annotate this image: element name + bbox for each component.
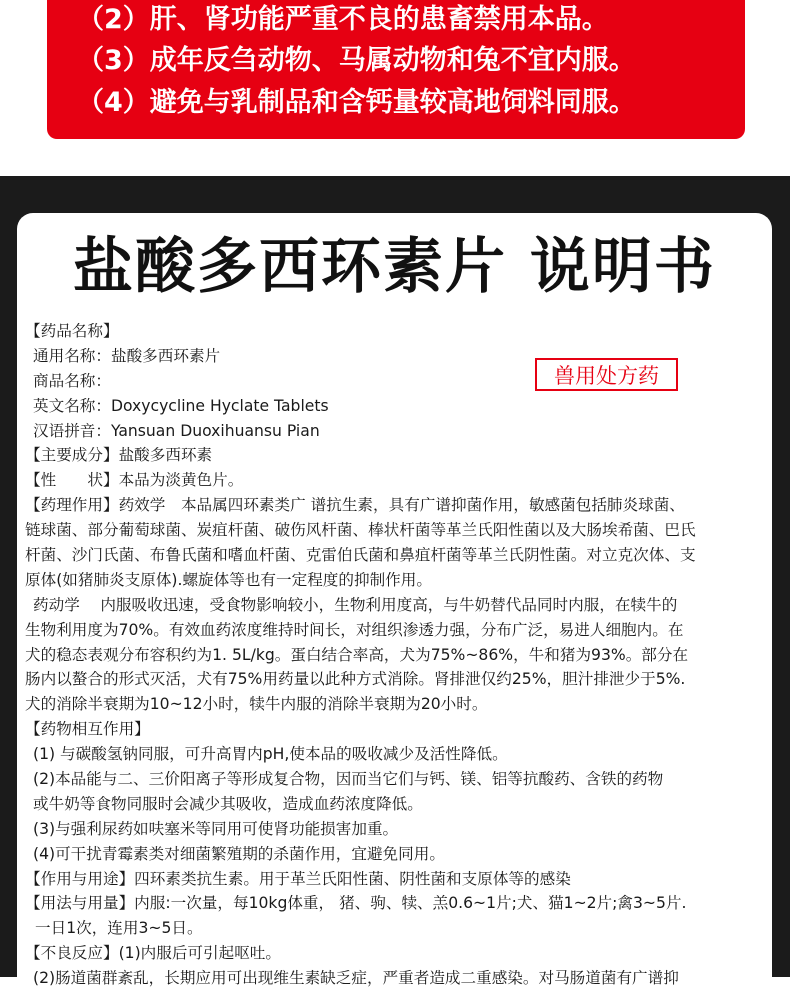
text-line: 肠内以螯合的形式灭活，犬有75%用药量以此种方式消除。肾排泄仅约25%，胆汁排泄少于5%.	[25, 670, 686, 689]
text-line: (2)本品能与二、三价阳离子等形成复合物，因而当它们与钙、镁、铝等抗酸药、含铁的药物	[33, 770, 664, 789]
text-line: 犬的消除半衰期为10~12小时，犊牛内服的消除半衰期为20小时。	[25, 695, 488, 714]
text-line: 生物利用度为70%。有效血药浓度维持时间长，对组织渗透力强，分布广泛，易进人细胞内。在	[25, 620, 684, 639]
warning-line: （4）避免与乳制品和含钙量较高地饲料同服。	[77, 87, 636, 118]
document-title: 盐酸多西环素片 说明书	[73, 232, 716, 302]
text-line: 杆菌、沙门氏菌、布鲁氏菌和嗜血杆菌、克雷伯氏菌和鼻疽杆菌等革兰氏阴性菌。对立克次体、支	[25, 546, 696, 565]
text-line: 【主要成分】盐酸多西环素	[25, 446, 213, 465]
text-line: 【用法与用量】内服:一次量，每10kg体重， 猪、驹、犊、羔0.6~1片;犬、猫1~2片;禽3~5片.	[25, 894, 687, 913]
section-heading: 【药物相互作用】	[25, 720, 150, 739]
text-line: 英文名称：Doxycycline Hyclate Tablets	[33, 396, 329, 415]
text-line: (3)与强利尿药如呋塞米等同用可使肾功能损害加重。	[33, 819, 399, 838]
text-line: (2)肠道菌群紊乱，长期应用可出现维生素缺乏症，严重者造成二重感染。对马肠道菌有广谱抑	[33, 969, 679, 988]
text-line: 【性 状】本品为淡黄色片。	[25, 471, 244, 490]
text-line: 【作用与用途】四环素类抗生素。用于革兰氏阳性菌、阴性菌和支原体等的感染	[25, 869, 571, 888]
section-heading: 【药品名称】	[25, 322, 119, 340]
top-warning-section	[0, 0, 790, 176]
warning-box	[47, 0, 745, 139]
text-line: 【不良反应】(1)内服后可引起呕吐。	[25, 944, 281, 963]
warning-line: （2）肝、肾功能严重不良的患畜禁用本品。	[77, 4, 609, 35]
text-line: 原体(如猪肺炎支原体).螺旋体等也有一定程度的抑制作用。	[25, 570, 432, 589]
text-line: 药动学 内服吸收迅速，受食物影响较小，生物利用度高，与牛奶替代品同时内服，在犊牛的	[33, 595, 678, 614]
text-line: (4)可干扰青霉素类对细菌繁殖期的杀菌作用，宜避免同用。	[33, 844, 445, 863]
instruction-card	[17, 213, 772, 993]
text-line: 或牛奶等食物同服时会减少其吸收，造成血药浓度降低。	[33, 794, 423, 813]
text-line: 通用名称：盐酸多西环素片	[33, 346, 221, 365]
text-line: 犬的稳态表观分布容积约为1. 5L/kg。蛋白结合率高，犬为75%~86%，牛和猪为93%。部分在	[25, 645, 689, 664]
prescription-badge: 兽用处方药	[535, 358, 678, 391]
warning-line: （3）成年反刍动物、马属动物和兔不宜内服。	[77, 45, 636, 76]
text-line: 商品名称：	[33, 371, 111, 390]
text-line: 【药理作用】药效学 本品属四环素类广 谱抗生素，具有广谱抑菌作用，敏感菌包括肺炎球菌、	[25, 496, 685, 515]
text-line: 汉语拼音：Yansuan Duoxihuansu Pian	[33, 421, 320, 440]
text-line: 链球菌、部分葡萄球菌、炭疽杆菌、破伤风杆菌、棒状杆菌等革兰氏阳性菌以及大肠埃希菌、巴氏	[25, 521, 696, 540]
text-line: 一日1次，连用3~5日。	[35, 919, 203, 938]
instruction-body	[25, 319, 770, 991]
text-line: (1) 与碳酸氢钠同服，可升高胃内pH,使本品的吸收减少及活性降低。	[33, 745, 508, 764]
